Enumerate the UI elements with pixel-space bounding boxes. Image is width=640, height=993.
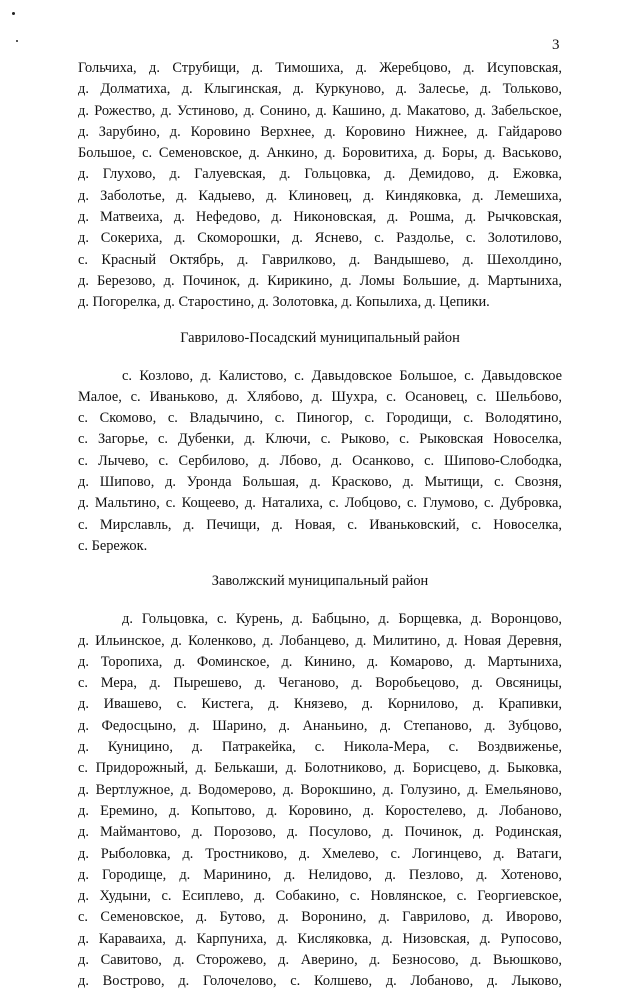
text-line: Гольчиха, д. Струбищи, д. Тимошиха, д. Жеребцово, д. Исуповская, (78, 60, 562, 76)
text-line: с. Придорожный, д. Белькаши, д. Болотниково, д. Борисцево, д. Быковка, (78, 760, 562, 777)
paragraph-settlements-3 (78, 609, 562, 992)
text-line: д. Рыболовка, д. Тростниково, д. Хмелево, с. Логинцево, д. Ватаги, (78, 845, 562, 862)
text-line: д. Худыни, с. Есиплево, д. Собакино, с. Новлянское, с. Георгиевское, (78, 888, 562, 905)
text-line: д. Матвеиха, д. Нефедово, д. Никоновская, д. Рошма, д. Рычковская, (78, 209, 562, 226)
text-line: д. Гольцовка, с. Курень, д. Бабцыно, д. Борщевка, д. Воронцово, (122, 611, 562, 628)
text-line: с. Мера, д. Пырешево, д. Чеганово, д. Воробьецово, д. Овсяницы, (78, 675, 562, 692)
text-line: Большое, с. Семеновское, д. Анкино, д. Боровитиха, д. Боры, д. Васьково, (78, 145, 562, 162)
text-line: Малое, с. Иваньково, д. Хлябово, д. Шухра, с. Осановец, с. Шельбово, (78, 388, 562, 405)
page-number: 3 (552, 37, 560, 53)
spacer (78, 557, 562, 571)
text-line: д. Заболотье, д. Кадыево, д. Клиновец, д. Киндяковка, д. Лемешиха, (78, 187, 562, 204)
text-line: д. Еремино, д. Копытово, д. Коровино, д. Коростелево, д. Лобаново, (78, 802, 562, 819)
text-line: с. Козлово, д. Калистово, с. Давыдовское Большое, с. Давыдовское (122, 367, 562, 384)
text-line: с. Загорье, с. Дубенки, д. Ключи, с. Рыково, с. Рыковская Новоселка, (78, 431, 562, 448)
section-heading-gavrilovo-posad: Гаврилово-Посадский муниципальный район (180, 329, 460, 346)
document-body (78, 58, 562, 993)
text-line: д. Березово, д. Починок, д. Кирикино, д. Ломы Большие, д. Мартыниха, (78, 272, 562, 289)
text-line: с. Красный Октябрь, д. Гаврилково, д. Вандышево, д. Шехолдино, (78, 251, 562, 268)
text-line: д. Глухово, д. Галуевская, д. Гольцовка, д. Демидово, д. Ежовка, (78, 166, 562, 183)
text-line: д. Ильинское, д. Коленково, д. Лобанцево, д. Милитино, д. Новая Деревня, (78, 632, 562, 649)
text-line: д. Шипово, д. Уронда Большая, д. Красково, д. Мытищи, с. Свозня, (78, 474, 562, 491)
spacer (78, 314, 562, 328)
text-line: д. Городище, д. Маринино, д. Нелидово, д. Пезлово, д. Хотеново, (78, 866, 562, 883)
text-line: д. Ивашево, с. Кистега, д. Князево, д. Корнилово, д. Крапивки, (78, 696, 562, 713)
text-line: д. Федосцыно, д. Шарино, д. Ананьино, д. Степаново, д. Зубцово, (78, 717, 562, 734)
spacer (78, 349, 562, 366)
text-line: с. Мирславль, д. Печищи, д. Новая, с. Иваньковский, с. Новоселка, (78, 516, 562, 533)
text-line: д. Вострово, д. Голочелово, с. Колшево, д. Лобаново, д. Лыково, (78, 973, 562, 990)
text-line: д. Вертлужное, д. Водомерово, д. Ворокшино, д. Голузино, д. Емельяново, (78, 781, 562, 798)
spacer (78, 592, 562, 609)
scan-speck (12, 12, 15, 15)
text-line: д. Сокериха, д. Скоморошки, д. Яснево, с. Раздолье, с. Золотилово, (78, 230, 562, 247)
text-line: д. Долматиха, д. Клыгинская, д. Куркуново, д. Залесье, д. Тольково, (78, 81, 562, 98)
text-line: д. Савитово, д. Сторожево, д. Аверино, д. Безносово, д. Вьюшково, (78, 951, 562, 968)
paragraph-settlements-1 (78, 58, 562, 314)
text-line: с. Бережок. (78, 537, 148, 554)
paragraph-settlements-2 (78, 366, 562, 558)
text-line: д. Караваиха, д. Карпуниха, д. Кисляковка, д. Низовская, д. Рупосово, (78, 930, 562, 947)
text-line: д. Погорелка, д. Старостино, д. Золотовка, д. Копылиха, д. Цепики. (78, 294, 490, 311)
section-heading-zavolzhsk: Заволжский муниципальный район (211, 573, 429, 590)
text-line: с. Лычево, с. Сербилово, д. Лбово, д. Осанково, с. Шипово-Слободка, (78, 452, 562, 469)
text-line: д. Мальтино, с. Кощеево, д. Наталиха, с. Лобцово, с. Глумово, с. Дубровка, (78, 495, 562, 512)
text-line: д. Торопиха, д. Фоминское, д. Кинино, д. Комарово, д. Мартыниха, (78, 653, 562, 670)
text-line: д. Маймантово, д. Порозово, д. Посулово, д. Починок, д. Родинская, (78, 824, 562, 841)
scan-speck (16, 40, 18, 42)
text-line: д. Рожество, д. Устиново, д. Сонино, д. Кашино, д. Макатово, д. Забельское, (78, 102, 562, 119)
text-line: д. Зарубино, д. Коровино Верхнее, д. Коровино Нижнее, д. Гайдарово (78, 123, 562, 140)
text-line: д. Куницино, д. Патракейка, с. Никола-Мера, с. Воздвиженье, (78, 739, 562, 756)
text-line: с. Семеновское, д. Бутово, д. Воронино, д. Гаврилово, д. Иворово, (78, 909, 562, 926)
text-line: с. Скомово, с. Владычино, с. Пиногор, с. Городищи, с. Володятино, (78, 410, 562, 427)
